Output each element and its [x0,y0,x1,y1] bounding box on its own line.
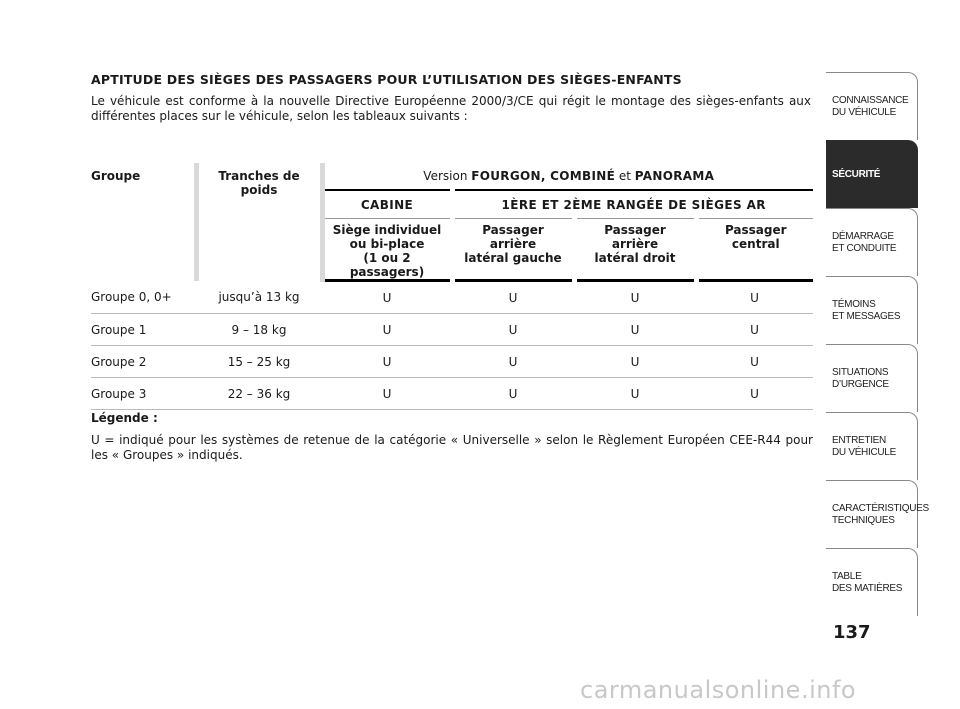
header-seat-individual: Siège individuel ou bi-place (1 ou 2 passagers) [322,219,452,281]
child-seat-table [91,163,813,410]
table-row [91,314,813,346]
weight-cell: 15 – 25 kg [196,346,322,378]
suitability-cell: U [696,314,813,346]
header-version: Version FOURGON, COMBINÉ et PANORAMA [322,163,813,190]
chapter-tab[interactable]: SITUATIONS D’URGENCE [826,344,918,412]
header-cabine: CABINE [322,190,452,219]
group-cell: Groupe 0, 0+ [91,281,196,314]
suitability-cell: U [322,314,452,346]
suitability-cell: U [696,281,813,314]
table-row [91,378,813,410]
suitability-cell: U [696,346,813,378]
header-rows: 1ÈRE ET 2ÈME RANGÉE DE SIÈGES AR [452,190,813,219]
suitability-cell: U [574,378,696,410]
weight-cell: 9 – 18 kg [196,314,322,346]
suitability-cell: U [322,346,452,378]
header-seat-central: Passager central [696,219,813,281]
page-number: 137 [833,622,871,643]
group-cell: Groupe 2 [91,346,196,378]
suitability-cell: U [322,378,452,410]
chapter-tabs [826,72,929,616]
chapter-tab[interactable]: CONNAISSANCE DU VÉHICULE [826,72,918,140]
chapter-tab[interactable]: TABLE DES MATIÈRES [826,548,918,616]
chapter-tab[interactable]: ENTRETIEN DU VÉHICULE [826,412,918,480]
group-cell: Groupe 1 [91,314,196,346]
group-cell: Groupe 3 [91,378,196,410]
header-group: Groupe [91,169,141,183]
chapter-tab[interactable]: TÉMOINS ET MESSAGES [826,276,918,344]
suitability-cell: U [452,281,574,314]
suitability-cell: U [574,346,696,378]
suitability-cell: U [574,281,696,314]
watermark: carmanualsonline.info [580,676,857,704]
intro-paragraph: Le véhicule est conforme à la nouvelle Directive Européenne 2000/3/CE qui régit le montage des sièges-enfants aux différentes places sur le véhicule, selon les tableaux suivants : [91,94,811,123]
suitability-cell: U [322,281,452,314]
chapter-tab[interactable]: DÉMARRAGE ET CONDUITE [826,208,918,276]
section-title: APTITUDE DES SIÈGES DES PASSAGERS POUR L’UTILISATION DES SIÈGES-ENFANTS [91,72,682,87]
suitability-cell: U [574,314,696,346]
table-row [91,281,813,314]
suitability-cell: U [452,314,574,346]
chapter-tab[interactable]: SÉCURITÉ [826,140,918,208]
suitability-cell: U [696,378,813,410]
header-seat-rear-left: Passager arrière latéral gauche [452,219,574,281]
table-row [91,346,813,378]
weight-cell: 22 – 36 kg [196,378,322,410]
legend-title: Légende : [91,411,158,425]
header-seat-rear-right: Passager arrière latéral droit [574,219,696,281]
suitability-cell: U [452,346,574,378]
legend-text: U = indiqué pour les systèmes de retenue de la catégorie « Universelle » selon le Règlement Européen CEE-R44 pour les « Groupes » indiqués. [91,433,813,462]
chapter-tab[interactable]: CARACTÉRISTIQUES TECHNIQUES [826,480,918,548]
suitability-cell: U [452,378,574,410]
header-weight: Tranches de poids [196,163,322,281]
weight-cell: jusqu’à 13 kg [196,281,322,314]
